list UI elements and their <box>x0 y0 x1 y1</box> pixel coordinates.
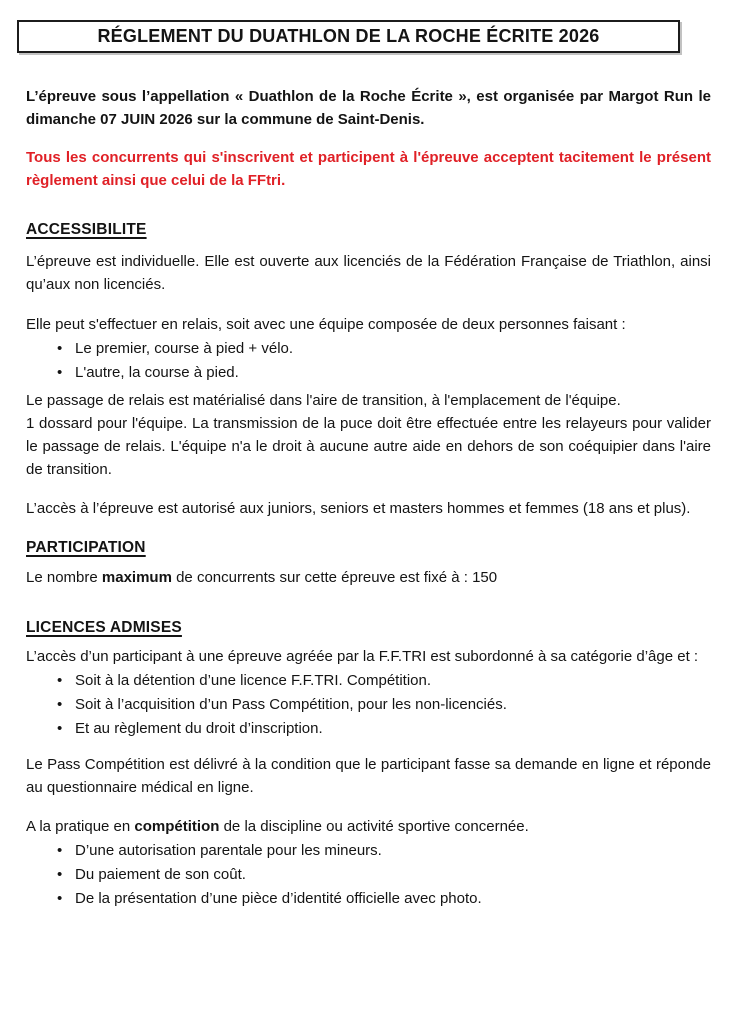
intro-organizer-paragraph: L’épreuve sous l’appellation « Duathlon de la Roche Écrite », est organisée par Margot Run le dimanche 07 JUIN 2026 sur la commune de Saint-Denis. <box>26 88 711 128</box>
list-item: • Du paiement de son coût. <box>26 863 711 886</box>
list-item: • D’une autorisation parentale pour les mineurs. <box>26 839 711 862</box>
licences-pratique-paragraph <box>26 815 711 838</box>
section-heading-licences: LICENCES ADMISES <box>26 619 182 636</box>
licences-pass-paragraph: Le Pass Compétition est délivré à la condition que le participant fasse sa demande en ligne et réponde au questionnaire médical en ligne. <box>26 756 711 796</box>
document-body <box>0 85 733 910</box>
licences-intro-paragraph: L’accès d’un participant à une épreuve agréée par la F.F.TRI est subordonné à sa catégorie d’âge et : <box>26 648 699 665</box>
list-item: • Soit à la détention d’une licence F.F.TRI. Compétition. <box>26 669 711 692</box>
document-page <box>0 20 733 1016</box>
accessibilite-individuelle-paragraph: L’épreuve est individuelle. Elle est ouverte aux licenciés de la Fédération Française de Triathlon, ainsi qu’aux non licenciés. <box>26 253 711 293</box>
nombre-text-before: Le nombre <box>26 569 102 586</box>
pratique-text-before: A la pratique en <box>26 818 135 835</box>
accessibilite-relais-intro: Elle peut s'effectuer en relais, soit avec une équipe composée de deux personnes faisant : <box>26 316 626 333</box>
participation-nombre-paragraph <box>26 566 711 589</box>
relais-bullet-list <box>26 337 711 384</box>
pratique-competition-bold: compétition <box>134 818 220 835</box>
acceptance-notice-paragraph: Tous les concurrents qui s'inscrivent et participent à l'épreuve acceptent tacitement le présent règlement ainsi que celui de la FFtri. <box>26 149 711 189</box>
list-item: • Le premier, course à pied + vélo. <box>26 337 711 360</box>
document-title: RÉGLEMENT DU DUATHLON DE LA ROCHE ÉCRITE 2026 <box>97 26 600 46</box>
pratique-bullet-list <box>26 839 711 910</box>
section-heading-participation: PARTICIPATION <box>26 539 146 556</box>
nombre-text-after: de concurrents sur cette épreuve est fixé à : 150 <box>171 569 498 586</box>
list-item: • Et au règlement du droit d’inscription. <box>26 717 711 740</box>
document-title-box <box>17 20 680 53</box>
pratique-text-after: de la discipline ou activité sportive concernée. <box>219 818 529 835</box>
section-heading-accessibilite: ACCESSIBILITE <box>26 221 147 238</box>
list-item: • De la présentation d’une pièce d’identité officielle avec photo. <box>26 887 711 910</box>
accessibilite-acces-paragraph: L’accès à l’épreuve est autorisé aux juniors, seniors et masters hommes et femmes (18 ans et plus). <box>26 500 691 517</box>
passage-line-1: Le passage de relais est matérialisé dans l'aire de transition, à l'emplacement de l'équipe. <box>26 392 621 409</box>
accessibilite-passage-paragraph <box>26 389 711 481</box>
list-item: • L'autre, la course à pied. <box>26 361 711 384</box>
licences-bullet-list <box>26 669 711 740</box>
list-item: • Soit à l’acquisition d’un Pass Compétition, pour les non-licenciés. <box>26 693 711 716</box>
nombre-maximum-bold: maximum <box>101 569 172 586</box>
passage-rest: 1 dossard pour l'équipe. La transmission de la puce doit être effectuée entre les relayeurs pour valider le passage de relais. L'équipe n'a le droit à aucune autre aide en dehors de son coéquipier dans l'aire de transition. <box>26 415 711 478</box>
